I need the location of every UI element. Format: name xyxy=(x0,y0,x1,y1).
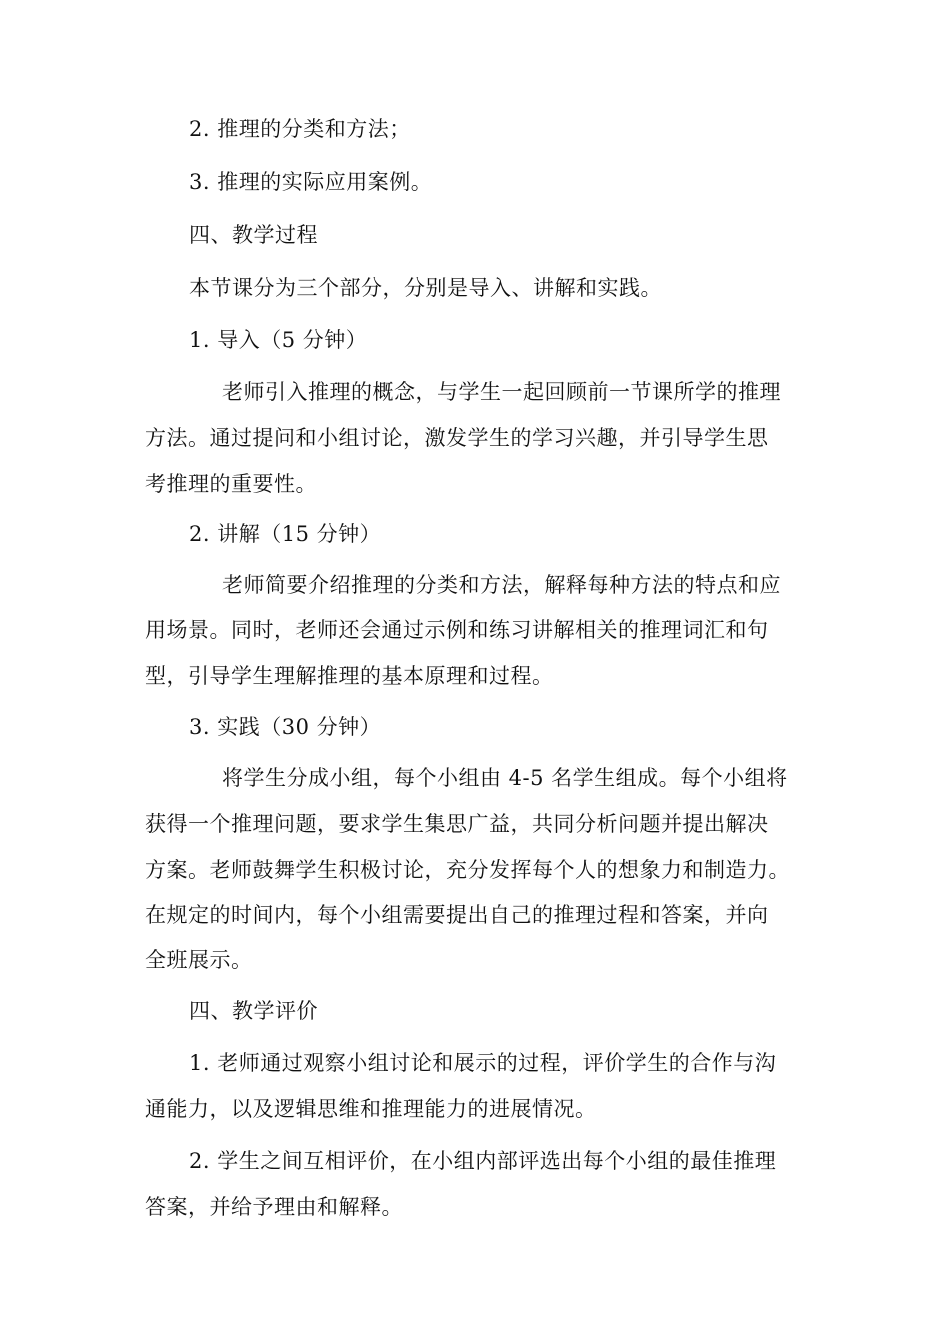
paragraph-practice-line-5: 全班展示。 xyxy=(145,948,253,972)
list-item-3-application: 3. 推理的实际应用案例。 xyxy=(189,170,433,194)
paragraph-practice-line-4: 在规定的时间内，每个小组需要提出自己的推理过程和答案，并向 xyxy=(145,903,769,927)
paragraph-practice-line-1: 将学生分成小组，每个小组由 4-5 名学生组成。每个小组将 xyxy=(222,766,788,790)
section-heading-teaching-process: 四、教学过程 xyxy=(189,223,318,247)
list-item-2-classification: 2. 推理的分类和方法； xyxy=(189,117,411,141)
paragraph-introduction-line-1: 老师引入推理的概念，与学生一起回顾前一节课所学的推理 xyxy=(222,380,781,404)
paragraph-explanation-line-3: 型，引导学生理解推理的基本原理和过程。 xyxy=(145,664,554,688)
list-item-1-evaluation-line-2: 通能力，以及逻辑思维和推理能力的进展情况。 xyxy=(145,1097,597,1121)
paragraph-introduction-line-3: 考推理的重要性。 xyxy=(145,472,317,496)
paragraph-explanation-line-1: 老师简要介绍推理的分类和方法，解释每种方法的特点和应 xyxy=(222,573,781,597)
paragraph-practice-line-2: 获得一个推理问题，要求学生集思广益，共同分析问题并提出解决 xyxy=(145,812,769,836)
section-heading-teaching-evaluation: 四、教学评价 xyxy=(189,999,318,1023)
list-item-2-evaluation-line-1: 2. 学生之间互相评价，在小组内部评选出每个小组的最佳推理 xyxy=(189,1149,777,1173)
paragraph-practice-line-3: 方案。老师鼓舞学生积极讨论，充分发挥每个人的想象力和制造力。 xyxy=(145,858,790,882)
subheading-introduction: 1. 导入（5 分钟） xyxy=(189,328,368,352)
paragraph-introduction-line-2: 方法。通过提问和小组讨论，激发学生的学习兴趣，并引导学生思 xyxy=(145,426,769,450)
list-item-2-evaluation-line-2: 答案，并给予理由和解释。 xyxy=(145,1195,403,1219)
paragraph-overview: 本节课分为三个部分，分别是导入、讲解和实践。 xyxy=(189,276,662,300)
list-item-1-evaluation-line-1: 1. 老师通过观察小组讨论和展示的过程，评价学生的合作与沟 xyxy=(189,1051,777,1075)
paragraph-explanation-line-2: 用场景。同时，老师还会通过示例和练习讲解相关的推理词汇和句 xyxy=(145,618,769,642)
subheading-practice: 3. 实践（30 分钟） xyxy=(189,715,382,739)
subheading-explanation: 2. 讲解（15 分钟） xyxy=(189,522,382,546)
